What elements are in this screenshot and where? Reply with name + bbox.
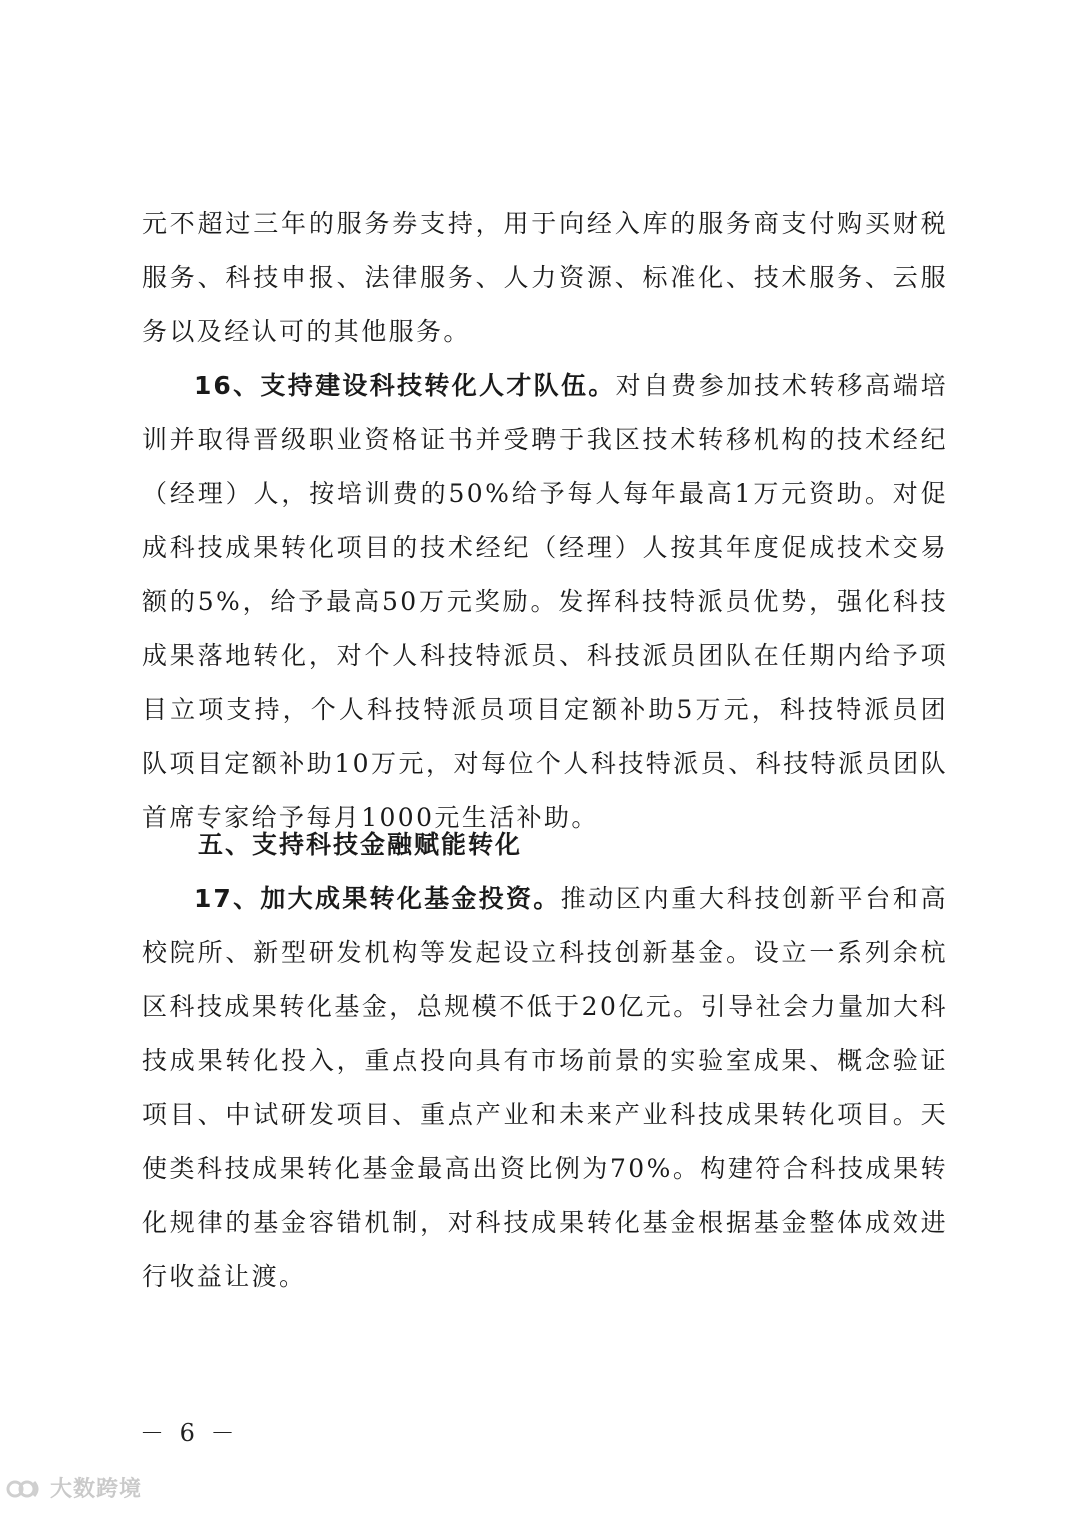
watermark-logo-icon bbox=[6, 1474, 44, 1502]
item-17-paragraph bbox=[142, 872, 948, 1304]
continuation-paragraph: 元不超过三年的服务券支持，用于向经入库的服务商支付购买财税服务、科技申报、法律服务、人力资源、标准化、技术服务、云服务以及经认可的其他服务。 bbox=[142, 209, 948, 346]
item-16-block bbox=[142, 359, 948, 845]
item-17-lead: 17、加大成果转化基金投资。 bbox=[194, 884, 561, 913]
item-17-block bbox=[142, 872, 948, 1304]
page-number: － 6 － bbox=[140, 1419, 239, 1447]
item-16-lead: 16、支持建设科技转化人才队伍。 bbox=[194, 371, 616, 400]
continuation-block bbox=[142, 197, 948, 359]
item-16-paragraph bbox=[142, 359, 948, 845]
section-5-heading: 五、支持科技金融赋能转化 bbox=[198, 830, 523, 859]
item-17-body: 推动区内重大科技创新平台和高校院所、新型研发机构等发起设立科技创新基金。设立一系列余杭区科技成果转化基金，总规模不低于20亿元。引导社会力量加大科技成果转化投入，重点投向具有市场前景的实验室成果、概念验证项目、中试研发项目、重点产业和未来产业科技成果转化项目。天使类科技成果转化基金最高出资比例为70%。构建符合科技成果转化规律的基金容错机制，对科技成果转化基金根据基金整体成效进行收益让渡。 bbox=[142, 884, 948, 1291]
watermark-text: 大数跨境 bbox=[50, 1477, 143, 1502]
section-5-block bbox=[142, 818, 948, 872]
watermark bbox=[6, 1472, 142, 1503]
item-16-body: 对自费参加技术转移高端培训并取得晋级职业资格证书并受聘于我区技术转移机构的技术经纪（经理）人，按培训费的50%给予每人每年最高1万元资助。对促成科技成果转化项目的技术经纪（经理）人按其年度促成技术交易额的5%，给予最高50万元奖励。发挥科技特派员优势，强化科技成果落地转化，对个人科技特派员、科技派员团队在任期内给予项目立项支持，个人科技特派员项目定额补助5万元，科技特派员团队项目定额补助10万元，对每位个人科技特派员、科技特派员团队首席专家给予每月1000元生活补助。 bbox=[142, 371, 948, 832]
